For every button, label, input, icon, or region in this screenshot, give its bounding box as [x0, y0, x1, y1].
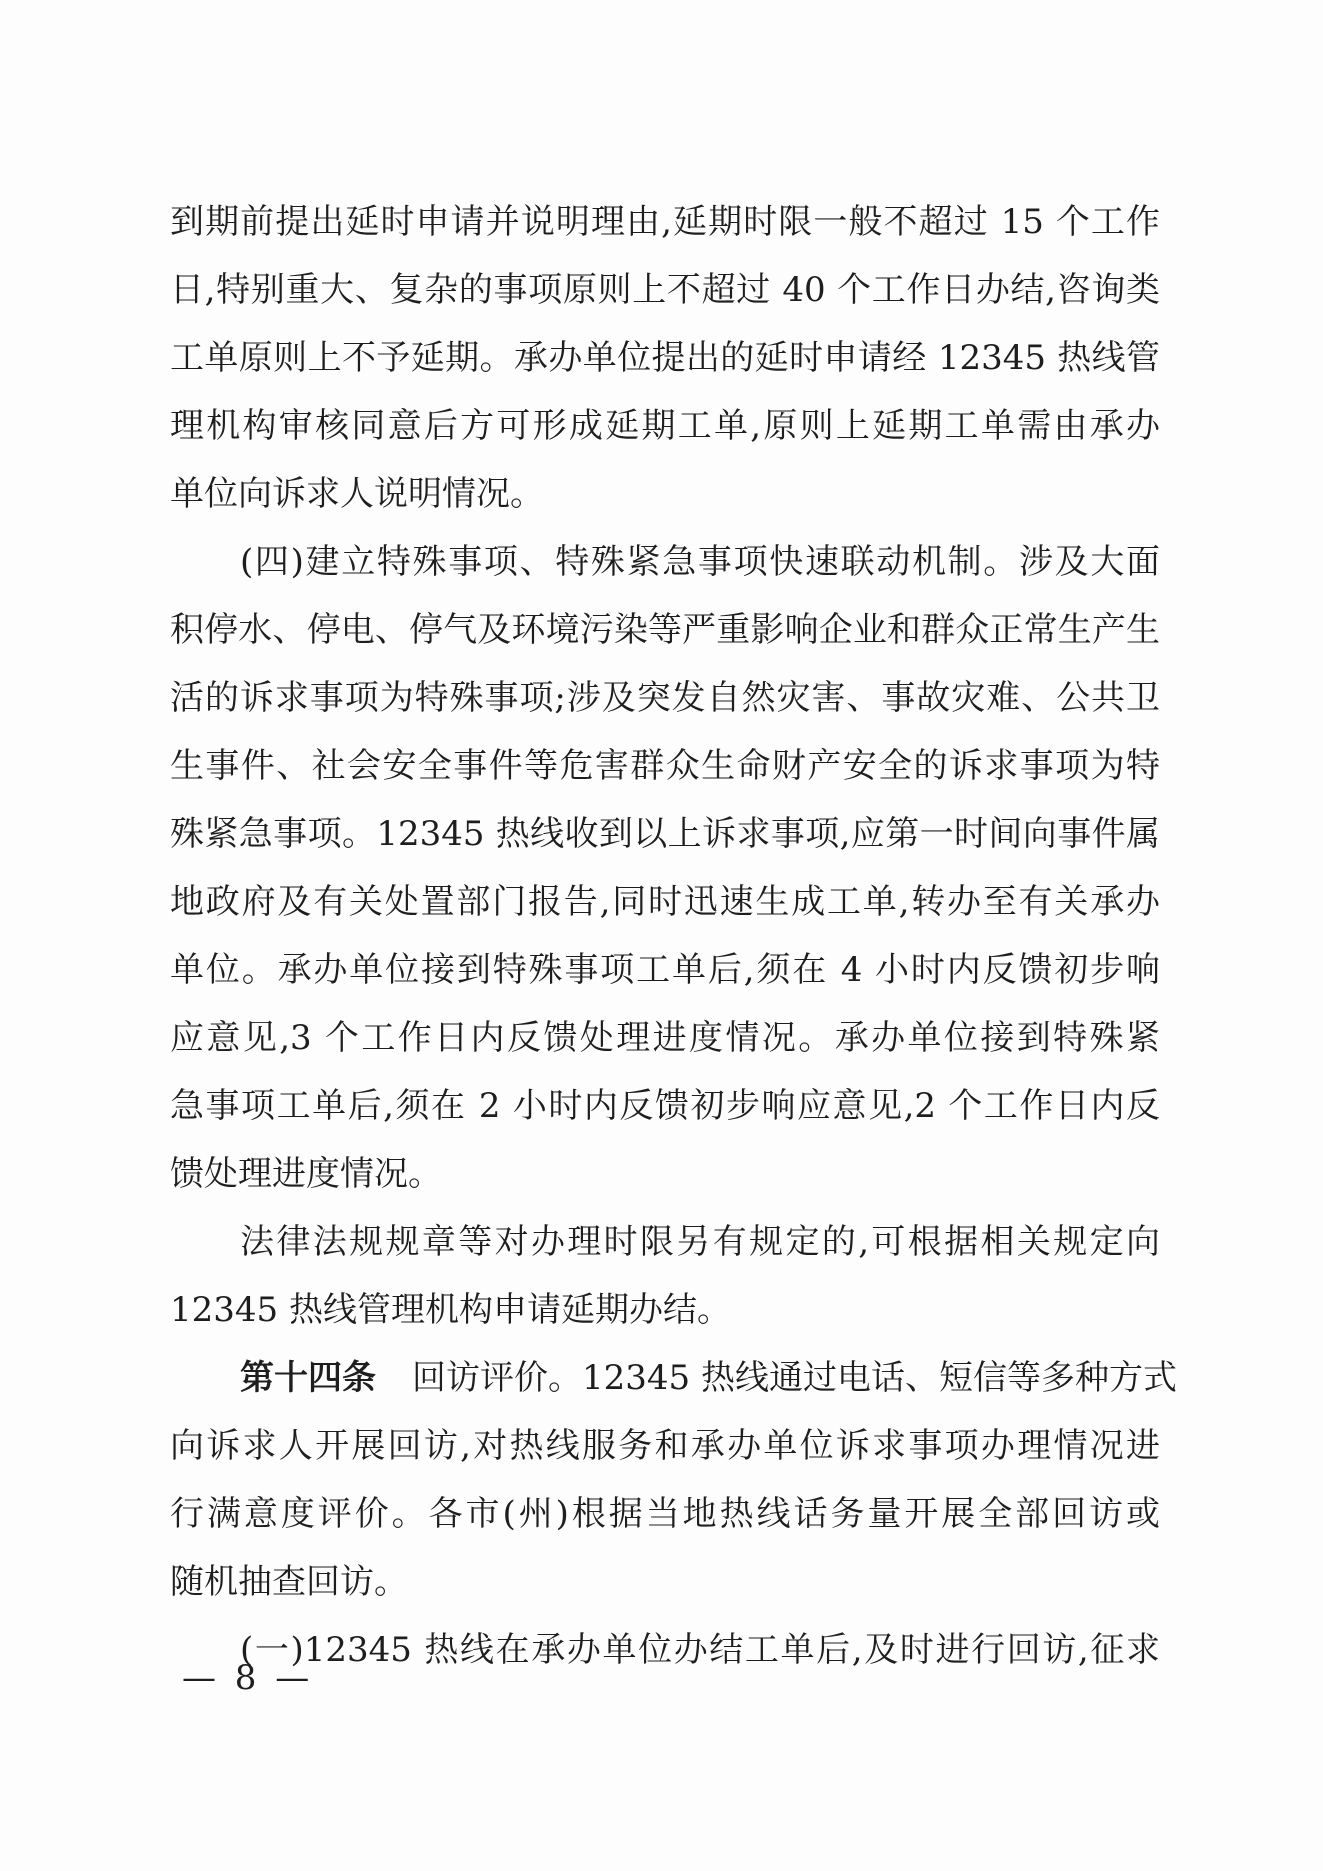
text-line: 日,特别重大、复杂的事项原则上不超过 40 个工作日办结,咨询类: [170, 270, 1160, 310]
text-line: 地政府及有关处置部门报告,同时迅速生成工单,转办至有关承办: [170, 882, 1160, 922]
article-heading: 第十四条: [240, 1358, 376, 1398]
text-line: 12345 热线管理机构申请延期办结。: [170, 1290, 731, 1330]
text-line: 应意见,3 个工作日内反馈处理进度情况。承办单位接到特殊紧: [170, 1018, 1160, 1058]
text-line: 馈处理进度情况。: [170, 1154, 442, 1194]
text-line: 工单原则上不予延期。承办单位提出的延时申请经 12345 热线管: [170, 338, 1160, 378]
body-text-block: [170, 188, 1177, 1684]
text-line: 生事件、社会安全事件等危害群众生命财产安全的诉求事项为特: [170, 746, 1160, 786]
text-line: 单位向诉求人说明情况。: [170, 474, 544, 514]
text-line: 殊紧急事项。12345 热线收到以上诉求事项,应第一时间向事件属: [170, 814, 1160, 854]
text-line: [170, 1344, 1177, 1412]
text-line: 向诉求人开展回访,对热线服务和承办单位诉求事项办理情况进: [170, 1426, 1160, 1466]
page-number-footer: — 8 —: [182, 1658, 314, 1698]
text-line: 随机抽查回访。: [170, 1562, 408, 1602]
text-line: 到期前提出延时申请并说明理由,延期时限一般不超过 15 个工作: [170, 202, 1160, 242]
text-line: 积停水、停电、停气及环境污染等严重影响企业和群众正常生产生: [170, 610, 1160, 650]
text-line: 理机构审核同意后方可形成延期工单,原则上延期工单需由承办: [170, 406, 1160, 446]
text-line: 法律法规规章等对办理时限另有规定的,可根据相关规定向: [240, 1222, 1160, 1262]
text-line: (四)建立特殊事项、特殊紧急事项快速联动机制。涉及大面: [240, 542, 1160, 582]
text-line: 急事项工单后,须在 2 小时内反馈初步响应意见,2 个工作日内反: [170, 1086, 1160, 1126]
text-run: 回访评价。12345 热线通过电话、短信等多种方式: [412, 1358, 1177, 1398]
text-line: (一)12345 热线在承办单位办结工单后,及时进行回访,征求: [240, 1630, 1160, 1670]
text-line: 行满意度评价。各市(州)根据当地热线话务量开展全部回访或: [170, 1494, 1160, 1534]
text-line: 单位。承办单位接到特殊事项工单后,须在 4 小时内反馈初步响: [170, 950, 1160, 990]
text-line: 活的诉求事项为特殊事项;涉及突发自然灾害、事故灾难、公共卫: [170, 678, 1160, 718]
